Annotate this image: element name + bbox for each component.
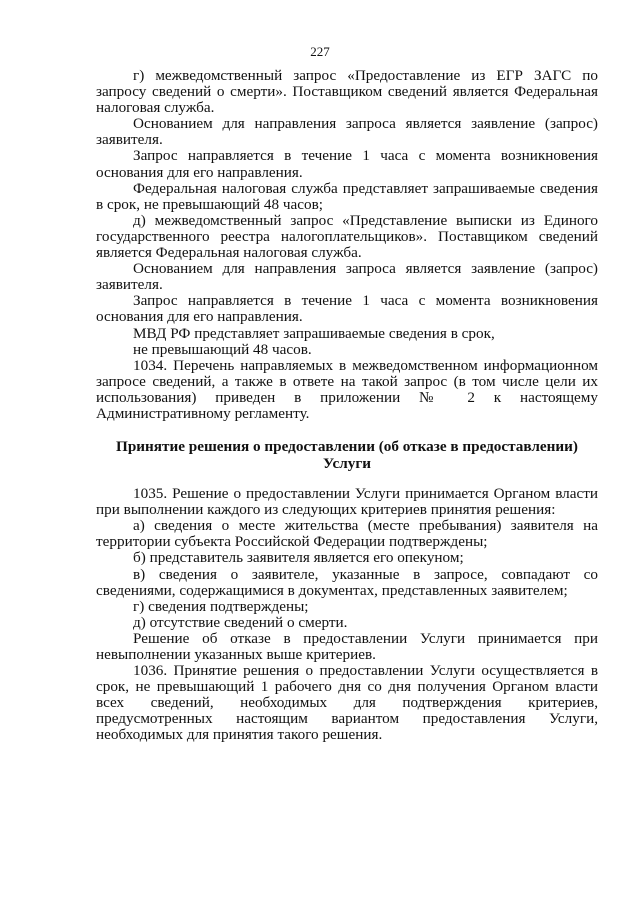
paragraph-1036: 1036. Принятие решения о предоставлении Услуги осуществляется в срок, не превышающий 1 рабочего дня со дня получения Органом власти всех сведений, необходимых для подтверждения критериев, предусмотренных настоящим вариантом предоставления Услуги, необходимых для принятия такого решения. bbox=[96, 662, 598, 744]
paragraph-timing-2: Запрос направляется в течение 1 часа с момента возникновения основания для его направления. bbox=[96, 292, 598, 326]
paragraph-1035: 1035. Решение о предоставлении Услуги принимается Органом власти при выполнении каждого из следующих критериев принятия решения: bbox=[96, 485, 598, 519]
document-body bbox=[96, 68, 598, 744]
criterion-a: а) сведения о месте жительства (месте пребывания) заявителя на территории субъекта Российской Федерации подтверждены; bbox=[96, 517, 598, 551]
paragraph-request-g: г) межведомственный запрос «Предоставление из ЕГР ЗАГС по запросу сведений о смерти». Поставщиком сведений является Федеральная налоговая служба. bbox=[96, 67, 598, 117]
criterion-d: д) отсутствие сведений о смерти. bbox=[133, 613, 348, 631]
paragraph-timing-1: Запрос направляется в течение 1 часа с момента возникновения основания для его направления. bbox=[96, 147, 598, 181]
section-heading: Принятие решения о предоставлении (об отказе в предоставлении) Услуги bbox=[116, 438, 578, 473]
criterion-v: в) сведения о заявителе, указанные в запросе, совпадают со сведениями, содержащимися в документах, представленных заявителем; bbox=[96, 565, 598, 599]
page-number: 227 bbox=[310, 44, 330, 59]
criterion-b: б) представитель заявителя является его опекуном; bbox=[133, 549, 464, 567]
criterion-g: г) сведения подтверждены; bbox=[133, 597, 309, 615]
paragraph-mvd-line-2: не превышающий 48 часов. bbox=[133, 340, 312, 358]
paragraph-basis-2: Основанием для направления запроса является заявление (запрос) заявителя. bbox=[96, 260, 598, 294]
paragraph-fns-deadline: Федеральная налоговая служба представляет запрашиваемые сведения в срок, не превышающий 48 часов; bbox=[96, 179, 598, 213]
paragraph-mvd-line-1: МВД РФ представляет запрашиваемые сведения в срок, bbox=[133, 324, 495, 342]
paragraph-request-d: д) межведомственный запрос «Представление выписки из Единого государственного реестра налогоплательщиков». Поставщиком сведений является Федеральная налоговая служба. bbox=[96, 211, 598, 262]
paragraph-1034: 1034. Перечень направляемых в межведомственном информационном запросе сведений, а также в ответе на такой запрос (в том числе цели их использования) приведен в приложении № 2 к настоящему Административному регламенту. bbox=[96, 356, 598, 422]
paragraph-basis-1: Основанием для направления запроса является заявление (запрос) заявителя. bbox=[96, 115, 598, 149]
paragraph-refusal: Решение об отказе в предоставлении Услуги принимается при невыполнении указанных выше критериев. bbox=[96, 629, 598, 663]
